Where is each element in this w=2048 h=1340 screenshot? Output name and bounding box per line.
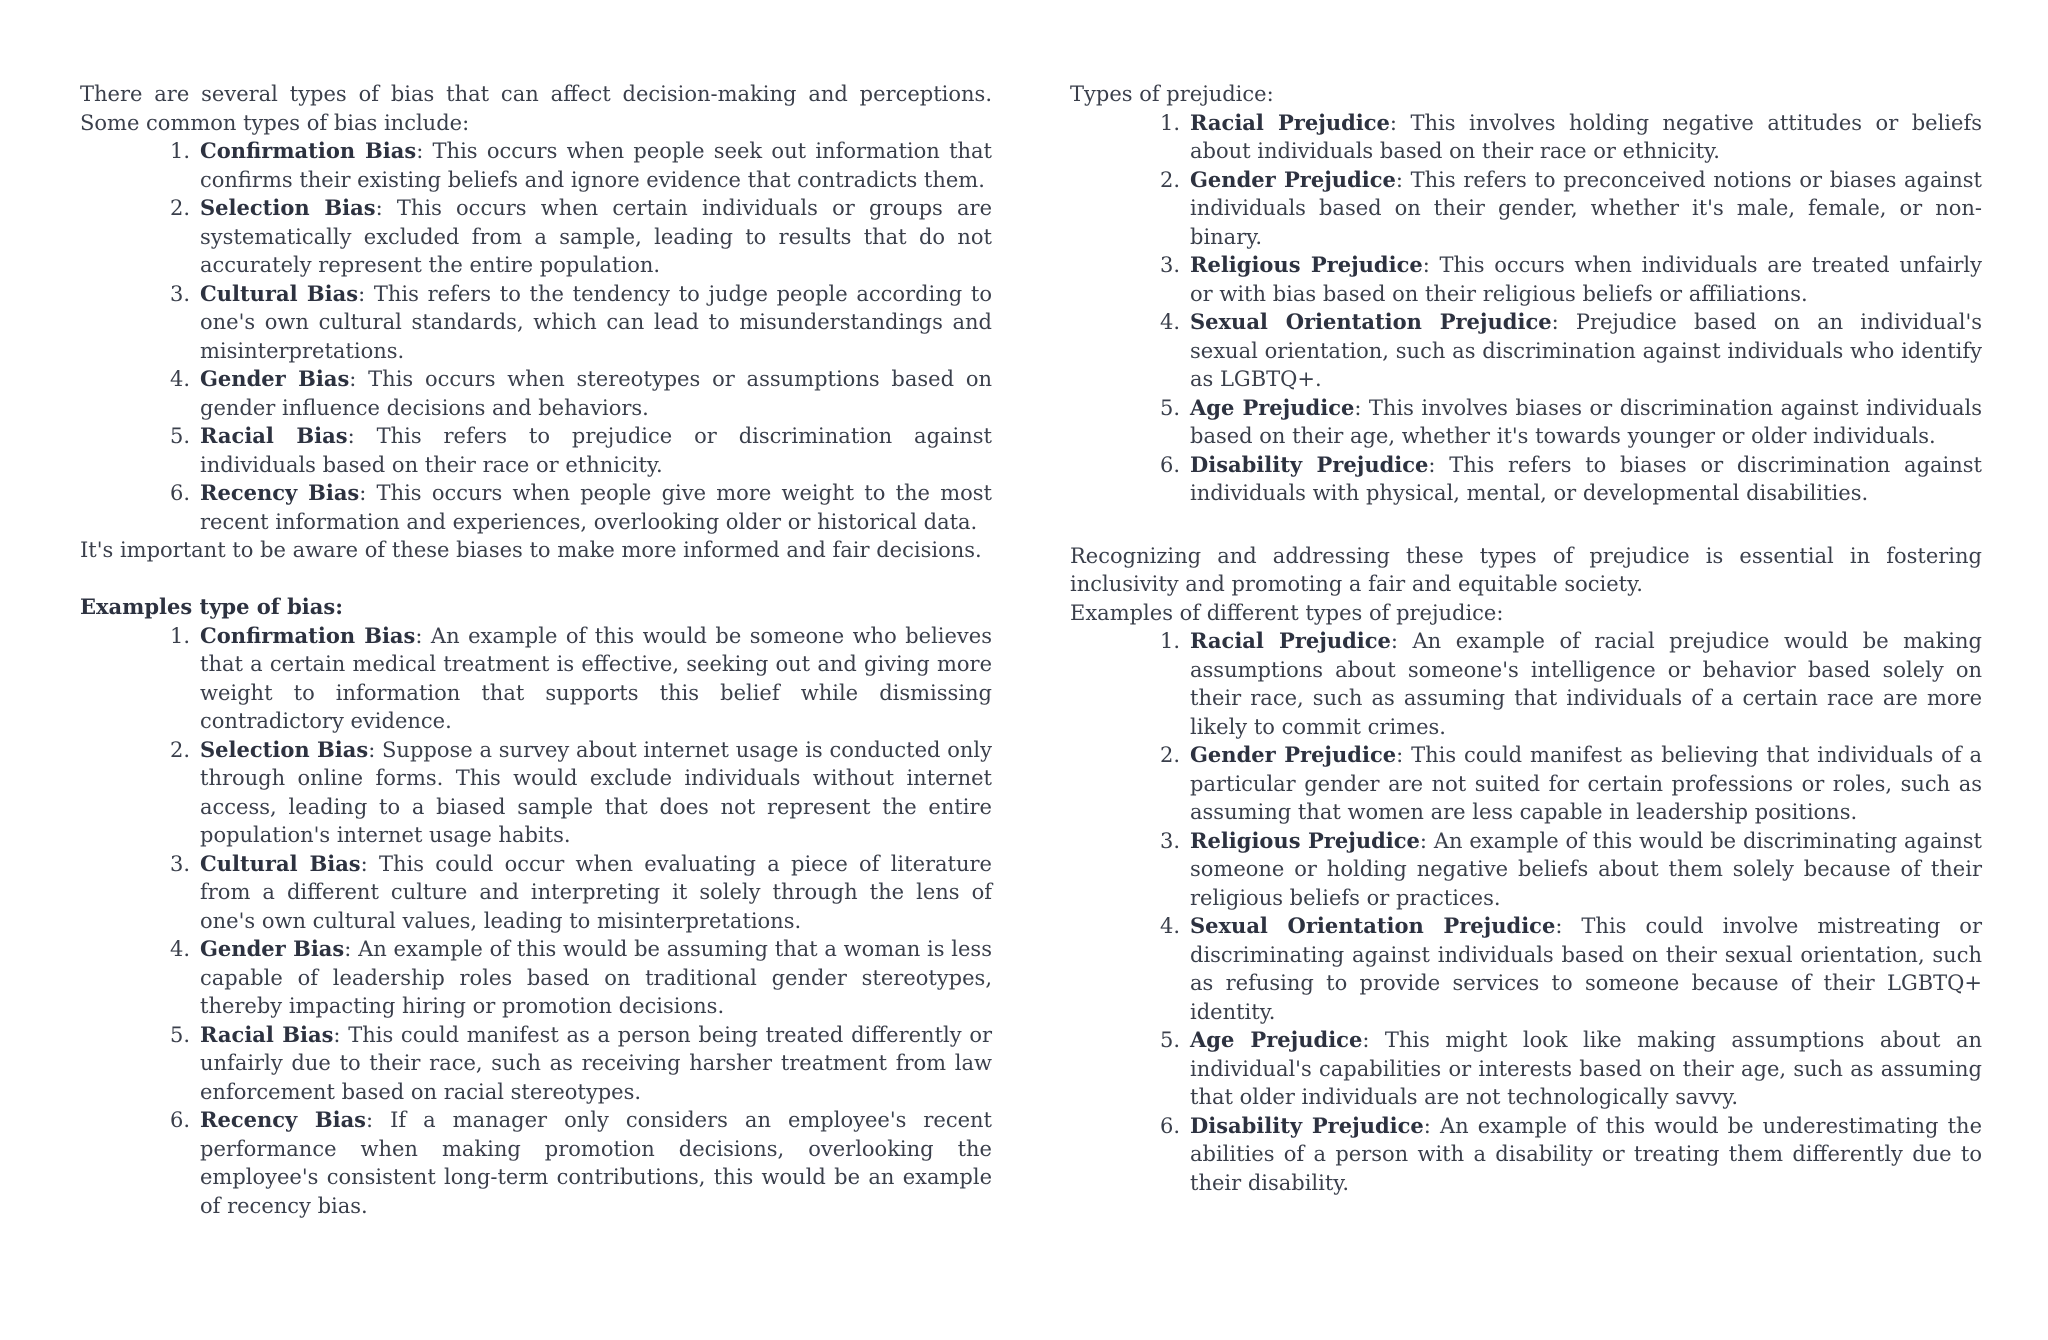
right-column [1070,80,1982,1197]
list-item: 1. Confirmation Bias: This occurs when people seek out information that confirms their existing beliefs and ignore evidence that contradicts them. [169,138,992,192]
list-item: 6. Disability Prejudice: This refers to biases or discrimination against individuals with physical, mental, or developmental disabilities. [1159,451,1982,505]
bias-examples-list [80,622,992,1221]
list-item: 3. Cultural Bias: This refers to the tendency to judge people according to one's own cultural standards, which can lead to misunderstandings and misinterpretations. [169,280,993,363]
list-item: 1. Racial Prejudice: This involves holding negative attitudes or beliefs about individuals based on their race or ethnicity. [1159,109,1983,163]
prejudice-types-list [1070,109,1982,508]
left-column [80,80,992,1220]
bias-examples-heading: Examples type of bias: [80,594,343,619]
list-item: 5. Racial Bias: This could manifest as a person being treated differently or unfairly due to their race, such as receiving harsher treatment from law enforcement based on racial stereotypes. [169,1021,992,1104]
spacer [1070,508,1982,542]
list-item: 4. Sexual Orientation Prejudice: This could involve mistreating or discriminating against individuals based on their sexual orientation, such as refusing to provide services to someone because of their LGBTQ+ identity. [1159,913,1982,1024]
prejudice-examples-list [1070,627,1982,1197]
prejudice-examples-heading: Examples of different types of prejudice: [1070,600,1504,625]
list-item: 6. Disability Prejudice: An example of this would be underestimating the abilities of a person with a disability or treating them differently due to their disability. [1159,1112,1982,1195]
list-item: 5. Age Prejudice: This involves biases or discrimination against individuals based on their age, whether it's towards younger or older individuals. [1159,394,1982,448]
list-item: 2. Selection Bias: Suppose a survey about internet usage is conducted only through online forms. This would exclude individuals without internet access, leading to a biased sample that does not represent the entire population's internet usage habits. [169,736,992,847]
list-item: 2. Selection Bias: This occurs when certain individuals or groups are systematically excluded from a sample, leading to results that do not accurately represent the entire population. [169,195,992,277]
list-item: 2. Gender Prejudice: This refers to preconceived notions or biases against individuals based on their gender, whether it's male, female, or non-binary. [1159,166,1982,249]
spacer [80,565,992,594]
list-item: 5. Racial Bias: This refers to prejudice or discrimination against individuals based on their race or ethnicity. [169,423,992,477]
list-item: 4. Gender Bias: This occurs when stereotypes or assumptions based on gender influence decisions and behaviors. [169,366,993,420]
bias-intro: There are several types of bias that can affect decision-making and perceptions. Some common types of bias include: [80,82,992,135]
list-item: 5. Age Prejudice: This might look like making assumptions about an individual's capabilities or interests based on their age, such as assuming that older individuals are not technologically savvy. [1159,1027,1982,1109]
list-item: 3. Cultural Bias: This could occur when evaluating a piece of literature from a different culture and interpreting it solely through the lens of one's own cultural values, leading to misinterpretations. [169,850,992,933]
list-item: 1. Confirmation Bias: An example of this would be someone who believes that a certain medical treatment is effective, seeking out and giving more weight to information that supports this belief while dismissing contradictory evidence. [169,622,992,733]
list-item: 4. Sexual Orientation Prejudice: Prejudice based on an individual's sexual orientation, such as discrimination against individuals who identify as LGBTQ+. [1159,309,1982,391]
bias-types-list [80,137,992,536]
list-item: 3. Religious Prejudice: An example of this would be discriminating against someone or holding negative beliefs about them solely because of their religious beliefs or practices. [1159,827,1982,910]
prejudice-closing: Recognizing and addressing these types of prejudice is essential in fostering inclusivity and promoting a fair and equitable society. [1070,543,1982,596]
list-item: 2. Gender Prejudice: This could manifest as believing that individuals of a particular gender are not suited for certain professions or roles, such as assuming that women are less capable in leadership positions. [1159,742,1982,824]
list-item: 4. Gender Bias: An example of this would be assuming that a woman is less capable of leadership roles based on traditional gender stereotypes, thereby impacting hiring or promotion decisions. [169,936,992,1018]
list-item: 6. Recency Bias: This occurs when people give more weight to the most recent information and experiences, overlooking older or historical data. [169,480,992,534]
bias-closing: It's important to be aware of these biases to make more informed and fair decisions. [80,538,982,562]
prejudice-intro: Types of prejudice: [1070,82,1274,106]
list-item: 3. Religious Prejudice: This occurs when individuals are treated unfairly or with bias based on their religious beliefs or affiliations. [1159,252,1982,306]
list-item: 6. Recency Bias: If a manager only considers an employee's recent performance when making promotion decisions, overlooking the employee's consistent long-term contributions, this would be an example of recency bias. [169,1107,992,1218]
list-item: 1. Racial Prejudice: An example of racial prejudice would be making assumptions about someone's intelligence or behavior based solely on their race, such as assuming that individuals of a certain race are more likely to commit crimes. [1159,628,1982,739]
